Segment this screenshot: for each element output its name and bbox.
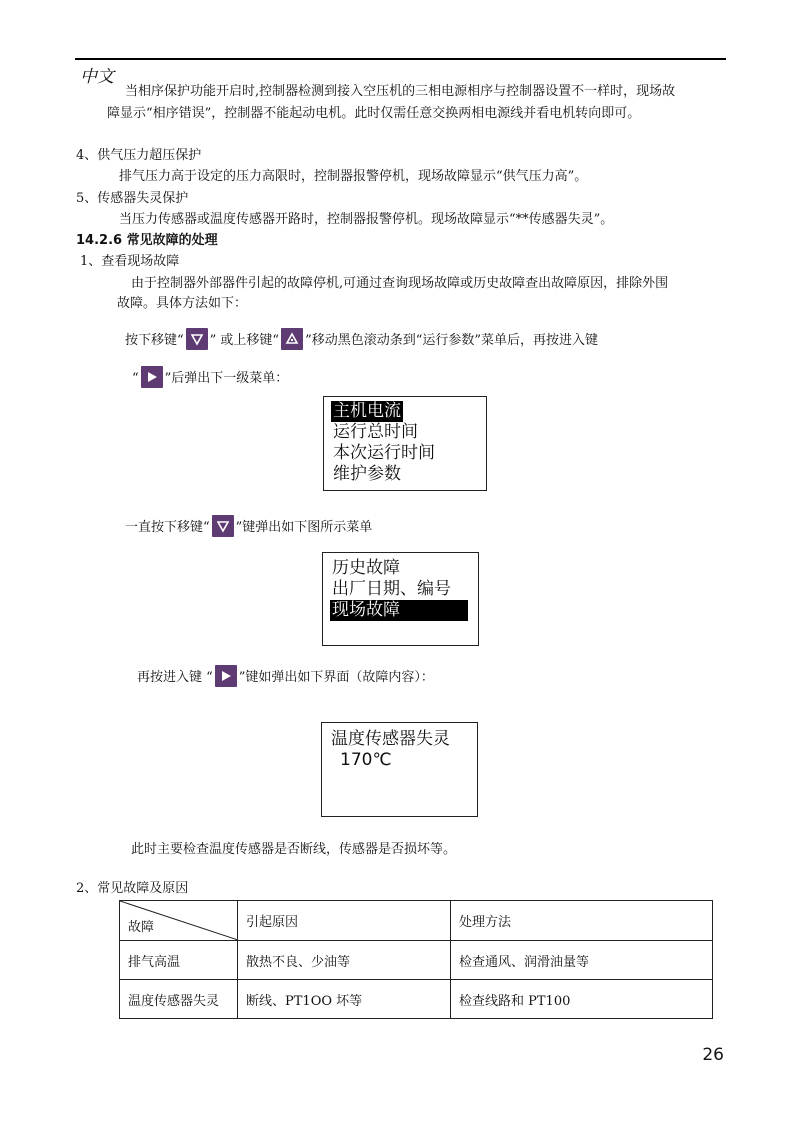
menu-1-screen (323, 396, 487, 491)
section-5-body: 当压力传感器或温度传感器开路时，控制器报警停机。现场故障显示“**传感器失灵”。 (119, 212, 614, 227)
conclusion-text: 此时主要检查温度传感器是否断线，传感器是否损坏等。 (131, 842, 457, 857)
up-arrow-key-icon (281, 328, 303, 350)
table-cell-remedy: 检查通风、润滑油量等 (451, 941, 713, 980)
table-header-cause: 引起原因 (238, 901, 451, 941)
table-row (120, 941, 713, 980)
step-2-text-b: ”键弹出如下图所示菜单 (235, 520, 373, 535)
step-2-text-a: 一直按下移键“ (125, 520, 210, 535)
menu-2-screen (322, 552, 479, 646)
step-1-text-d: “ (132, 371, 139, 386)
fault-screen-value: 170℃ (340, 750, 392, 770)
table-cell-remedy: 检查线路和 PT100 (451, 980, 713, 1019)
enter-right-arrow-key-icon (141, 366, 163, 388)
p1-line-2: 故障。具体方法如下： (117, 296, 248, 311)
step-1-text-c: ”移动黑色滚动条到“运行参数”菜单后，再按进入键 (305, 333, 599, 348)
table-header-remedy: 处理方法 (451, 901, 713, 941)
table-header-fault-label: 故障 (128, 920, 155, 935)
page-number: 26 (702, 1045, 724, 1065)
section-5-heading: 5、传感器失灵保护 (76, 191, 189, 206)
enter-right-arrow-key-icon (215, 665, 237, 687)
table-cell-fault: 排气高温 (120, 941, 238, 980)
menu-1-item: 本次运行时间 (333, 443, 435, 463)
step-2-line (125, 515, 372, 538)
table-header-fault (120, 901, 238, 941)
subsection-1-heading: 1、查看现场故障 (80, 254, 180, 269)
intro-line-1: 当相序保护功能开启时,控制器检测到接入空压机的三相电源相序与控制器设置不一样时，现场故 (125, 84, 676, 99)
menu-1-item: 维护参数 (333, 464, 401, 484)
step-1-text-b: ” 或上移键“ (209, 333, 280, 348)
p1-line-1: 由于控制器外部器件引起的故障停机,可通过查询现场故障或历史故障查出故障原因，排除外围 (131, 276, 669, 291)
section-4-heading: 4、供气压力超压保护 (76, 148, 202, 163)
step-1-line-2 (132, 366, 288, 389)
menu-1-item (324, 401, 486, 422)
table-cell-cause: 断线、PT1OO 坏等 (238, 980, 451, 1019)
step-3-text-b: ”键如弹出如下界面（故障内容）： (238, 670, 434, 685)
table-cell-fault: 温度传感器失灵 (120, 980, 238, 1019)
step-3-text-a: 再按进入键 “ (137, 670, 213, 685)
intro-line-2: 障显示“相序错误”，控制器不能起动电机。此时仅需任意交换两相电源线并看电机转向即可。 (107, 106, 641, 121)
step-1-line (125, 328, 598, 351)
menu-2-item: 出厂日期、编号 (332, 579, 451, 599)
table-cell-cause: 散热不良、少油等 (238, 941, 451, 980)
down-arrow-key-icon (212, 515, 234, 537)
section-14-2-6-heading: 14.2.6 常见故障的处理 (76, 233, 218, 248)
section-4-body: 排气压力高于设定的压力高限时，控制器报警停机，现场故障显示“供气压力高”。 (119, 169, 588, 184)
table-header-row (120, 901, 713, 941)
fault-screen (321, 722, 478, 817)
fault-screen-title: 温度传感器失灵 (331, 729, 450, 749)
table-row (120, 980, 713, 1019)
section-2-heading: 2、常见故障及原因 (76, 881, 189, 896)
menu-1-selected-item: 主机电流 (333, 401, 401, 421)
menu-1-item: 运行总时间 (333, 422, 418, 442)
step-3-line (137, 665, 434, 688)
menu-2-item: 历史故障 (332, 558, 400, 578)
menu-2-item (323, 600, 478, 621)
step-1-text-a: 按下移键“ (125, 333, 184, 348)
menu-2-selected-item: 现场故障 (330, 600, 468, 621)
step-1-text-e: ”后弹出下一级菜单： (164, 371, 289, 386)
language-label: 中文 (80, 67, 114, 87)
down-arrow-key-icon (186, 328, 208, 350)
header-rule (75, 58, 726, 60)
fault-table (119, 900, 713, 1019)
